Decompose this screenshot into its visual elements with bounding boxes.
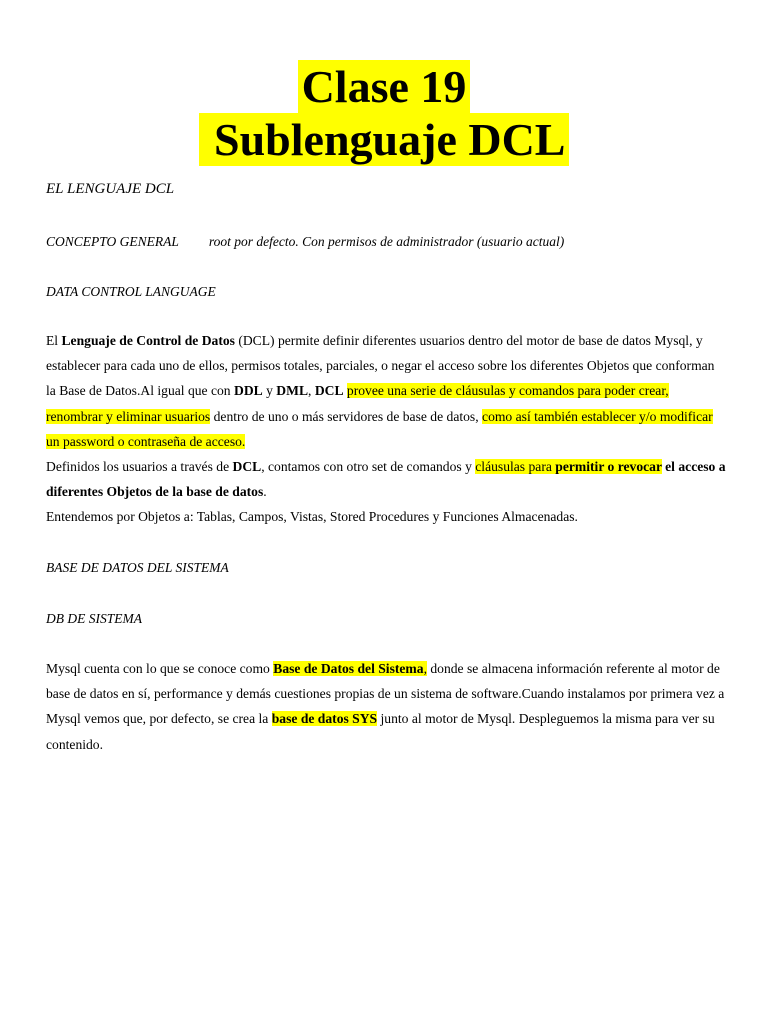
concepto-note: root por defecto. Con permisos de administrador (usuario actual): [208, 234, 565, 249]
document-title: [0, 60, 768, 166]
p2-text: .: [263, 484, 267, 500]
paragraph-dcl-intro: [46, 328, 726, 530]
p1-text: ,: [308, 383, 315, 399]
p1-text: y: [262, 383, 277, 399]
heading-el-lenguaje: EL LENGUAJE DCL: [46, 181, 175, 197]
p2-highlight-bold: permitir o revocar: [555, 459, 662, 475]
p2-bold: el acceso a diferentes Objetos de la base de datos: [46, 459, 726, 500]
paragraph-system-database: [46, 656, 726, 757]
title-line-1: Clase 19: [298, 60, 471, 113]
heading-db-de-sistema: DB DE SISTEMA: [46, 611, 142, 626]
p3-text: Entendemos por Objetos a: Tablas, Campos, Vistas, Stored Procedures y Funciones Almacenadas.: [46, 509, 578, 525]
heading-concepto-general: [46, 234, 564, 250]
p2-text: , contamos con otro set de comandos y: [261, 459, 476, 475]
title-line-2: Sublenguaje DCL: [199, 113, 570, 166]
p2-highlight: cláusulas para: [475, 459, 556, 475]
heading-base-de-datos-del-sistema: BASE DE DATOS DEL SISTEMA: [46, 560, 229, 575]
p1-bold: Lenguaje de Control de Datos: [61, 333, 235, 348]
p2-bold-dcl: DCL: [232, 459, 262, 475]
p4-text: junto al motor de Mysql. Despleguemos la misma para ver su contenido.: [46, 711, 715, 752]
p1-highlight: como así también establecer y/o modificar un password o contraseña de acceso.: [46, 408, 713, 449]
p1-text: (DCL) permite definir diferentes usuarios dentro del motor de base de datos Mysql, y establecer para cada uno de ellos, permisos totales, parciales, o negar el acceso sobre los diferentes Objetos que conforman la Base de Datos.Al igual que con: [46, 333, 715, 399]
p1-bold-dcl: DCL: [314, 383, 344, 399]
concepto-label: CONCEPTO GENERAL: [46, 234, 179, 249]
p4-text: Mysql cuenta con lo que se conoce como: [46, 661, 274, 676]
p1-text: dentro de uno o más servidores de base de datos,: [210, 408, 483, 424]
p1-bold-dml: DML: [276, 383, 309, 399]
heading-data-control-language: DATA CONTROL LANGUAGE: [46, 284, 216, 299]
p4-highlight: ,: [423, 661, 427, 676]
p1-text: El: [46, 333, 62, 348]
p1-bold-ddl: DDL: [234, 383, 263, 399]
p4-text: donde se almacena información referente al motor de base de datos en sí, performance y demás cuestiones propias de un sistema de software.Cuando instalamos por primera vez a Mysql vemos que, por defecto, se crea la: [46, 661, 725, 727]
p2-text: Definidos los usuarios a través de: [46, 459, 233, 475]
p4-highlight-bold: Base de Datos del Sistema: [273, 661, 424, 676]
p1-highlight: provee una serie de cláusulas y comandos para poder crear, renombrar y eliminar usuarios: [46, 383, 669, 424]
p4-highlight-bold-sys: base de datos SYS: [271, 711, 378, 727]
